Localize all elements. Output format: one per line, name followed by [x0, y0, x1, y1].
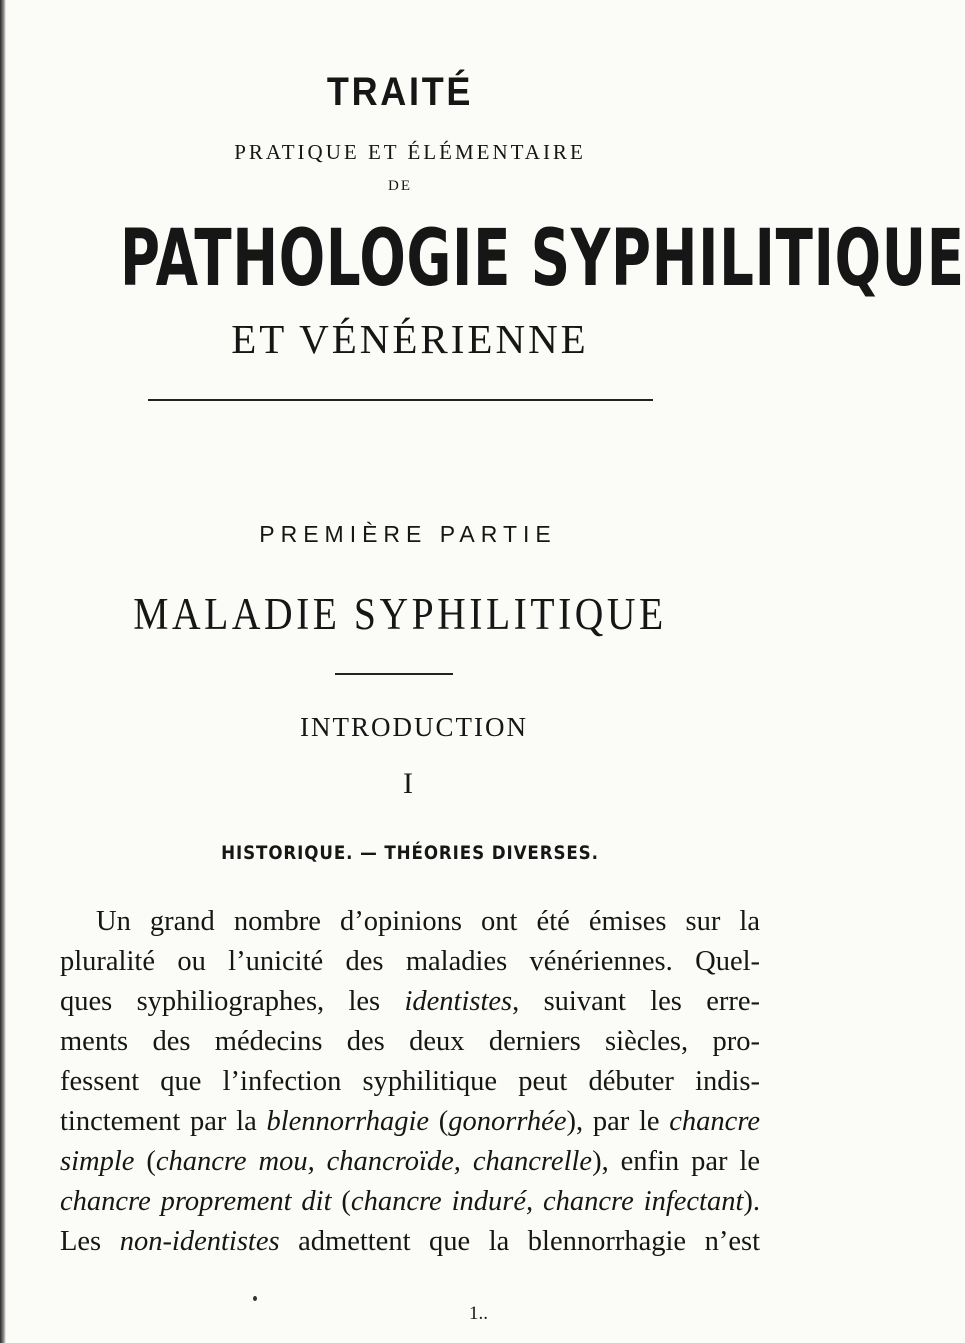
body-line: Un grand nombre d’opinions ont été émises sur la	[96, 906, 760, 937]
title-rule	[148, 399, 653, 401]
title-venerienne: ET VÉNÉRIENNE	[231, 316, 589, 362]
body-line: tinctement par la blennorrhagie (gonorrhée), par le chancre	[60, 1106, 761, 1137]
section-subheading: HISTORIQUE. — THÉORIES DIVERSES.	[221, 842, 599, 864]
title-main: PATHOLOGIE SYPHILITIQUE	[120, 214, 965, 304]
title-de: DE	[388, 178, 412, 194]
section-number: I	[403, 767, 413, 800]
body-paragraph	[60, 902, 760, 1262]
title-traite: TRAITÉ	[326, 70, 474, 114]
part-label: PREMIÈRE PARTIE	[259, 521, 557, 547]
body-line: ques syphiliographes, les identistes, suivant les erre-	[60, 986, 760, 1017]
ink-mark	[253, 1296, 257, 1301]
body-line: fessent que l’infection syphilitique peut débuter indis-	[60, 1066, 760, 1097]
part-rule	[335, 673, 453, 675]
body-line: simple (chancre mou, chancroïde, chancrelle), enfin par le	[60, 1146, 760, 1177]
body-line: pluralité ou l’unicité des maladies vénériennes. Quel-	[60, 946, 760, 977]
page-edge	[0, 0, 6, 1343]
body-line: ments des médecins des deux derniers siècles, pro-	[60, 1026, 760, 1057]
section-heading: INTRODUCTION	[300, 712, 528, 742]
body-line: Les non-identistes admettent que la blennorrhagie n’est	[60, 1226, 760, 1257]
body-line: chancre proprement dit (chancre induré, chancre infectant).	[60, 1186, 760, 1217]
part-name: MALADIE SYPHILITIQUE	[133, 589, 667, 639]
signature-mark: 1..	[469, 1303, 488, 1324]
title-subtitle: PRATIQUE ET ÉLÉMENTAIRE	[234, 140, 586, 164]
